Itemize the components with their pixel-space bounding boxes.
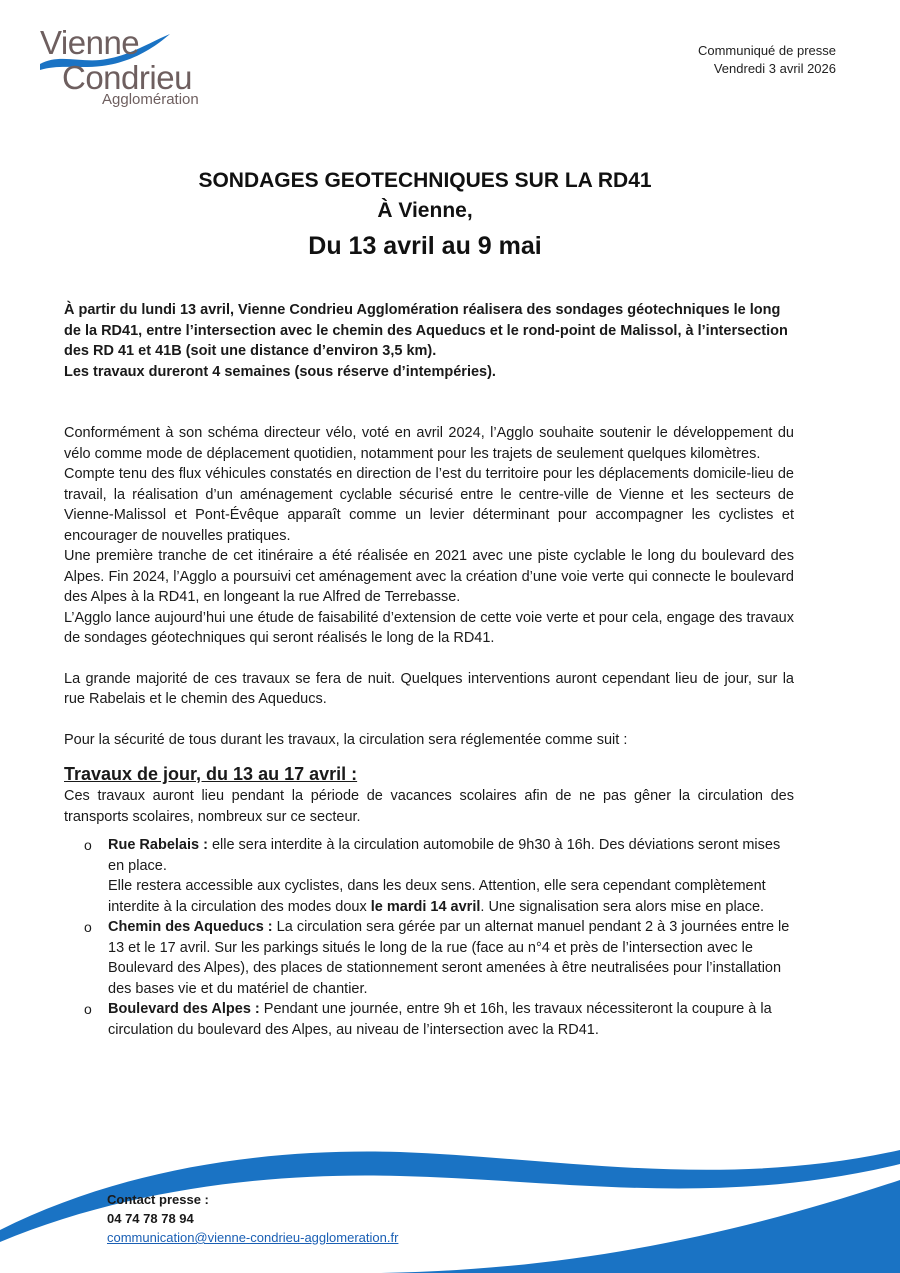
- section-intro: Ces travaux auront lieu pendant la période de vacances scolaires afin de ne pas gêner la circulation des transports scolaires, nombreux sur ce secteur.: [64, 788, 794, 825]
- contact-label: Contact presse :: [107, 1192, 209, 1207]
- item-extra-bold: le mardi 14 avril: [370, 898, 481, 915]
- item-label: Rue Rabelais :: [108, 837, 208, 853]
- list-item: [84, 835, 794, 917]
- title-line-3: Du 13 avril au 9 mai: [308, 232, 542, 260]
- press-label: Communiqué de presse: [697, 43, 836, 58]
- item-label: Chemin des Aqueducs :: [108, 919, 273, 935]
- bullet-icon: o: [84, 837, 92, 853]
- contact-phone[interactable]: 04 74 78 78 94: [107, 1211, 194, 1226]
- item-extra: Elle restera accessible aux cyclistes, dans les deux sens. Attention, elle sera cependant complètement interdite à la circulation des modes doux: [108, 878, 766, 915]
- title-line-2: À Vienne,: [377, 199, 473, 222]
- body-paragraph: La grande majorité de ces travaux se fera de nuit. Quelques interventions auront cependant lieu de jour, sur la rue Rabelais et le chemin des Aqueducs.: [64, 670, 794, 707]
- logo: [38, 20, 238, 112]
- press-header: [698, 42, 836, 78]
- logo-line-vienne: Vienne: [40, 24, 140, 61]
- list-item: [84, 999, 794, 1040]
- bullet-icon: o: [84, 1001, 92, 1017]
- item-extra-end: . Une signalisation sera alors mise en place.: [480, 898, 765, 915]
- item-text: La circulation sera gérée par un alternat manuel pendant 2 à 3 journées entre le 13 et le 17 avril. Sur les parkings situés le long de la rue (face au n°4 et près de l’intersection avec le Boulevard des Alpes), des places de stationnement seront amenées à être neutralisées pour l’installation des bases vie et du matériel de chantier.: [108, 919, 790, 997]
- lead-duration: Les travaux dureront 4 semaines (sous réserve d’intempéries).: [64, 363, 496, 380]
- item-text: Pendant une journée, entre 9h et 16h, les travaux nécessiteront la coupure à la circulation du boulevard des Alpes, au niveau de l’intersection avec la RD41.: [108, 1001, 772, 1038]
- title-line-1: SONDAGES GEOTECHNIQUES SUR LA RD41: [198, 169, 652, 192]
- press-date: Vendredi 3 avril 2026: [713, 61, 836, 76]
- contact-email-link[interactable]: communication@vienne-condrieu-agglomeration.fr: [107, 1230, 399, 1245]
- body-paragraph: Conformément à son schéma directeur vélo, voté en avril 2024, l’Agglo souhaite soutenir le développement du vélo comme mode de déplacement quotidien, notamment pour les trajets de seulement quelques kilomètres.: [64, 425, 794, 462]
- item-text: elle sera interdite à la circulation automobile de 9h30 à 16h. Des déviations seront mises en place.: [108, 837, 781, 874]
- contact-block: [107, 1190, 398, 1247]
- body-paragraph: L’Agglo lance aujourd’hui une étude de faisabilité d’extension de cette voie verte et pour cela, engage des travaux de sondages géotechniques qui seront réalisés le long de la RD41.: [64, 609, 794, 646]
- item-label: Boulevard des Alpes :: [108, 1001, 260, 1017]
- logo-line-agglomeration: Agglomération: [102, 91, 199, 108]
- bullet-icon: o: [84, 919, 92, 935]
- article-body: [64, 300, 794, 1040]
- body-paragraph: Pour la sécurité de tous durant les travaux, la circulation sera réglementée comme suit :: [64, 731, 628, 748]
- body-paragraph: Compte tenu des flux véhicules constatés en direction de l’est du territoire pour les déplacements domicile-lieu de travail, la réalisation d’un aménagement cyclable sécurisé entre le centre-ville de Vienne et les secteurs de Vienne-Malissol et Pont-Évêque apparaît comme un levier déterminant pour accompagner les cyclistes et encourager de nouvelles pratiques.: [64, 466, 794, 544]
- lead-paragraph: À partir du lundi 13 avril, Vienne Condrieu Agglomération réalisera des sondages géotechniques le long de la RD41, entre l’intersection avec le chemin des Aqueducs et le rond-point de Malissol, à l’intersection des RD 41 et 41B (soit une distance d’environ 3,5 km).: [64, 302, 788, 359]
- logo-line-condrieu: Condrieu: [62, 59, 192, 96]
- list-item: [84, 917, 794, 999]
- section-heading: Travaux de jour, du 13 au 17 avril :: [64, 764, 358, 784]
- body-paragraph: Une première tranche de cet itinéraire a été réalisée en 2021 avec une piste cyclable le long du boulevard des Alpes. Fin 2024, l’Agglo a poursuivi cet aménagement avec la création d’une voie verte qui connecte le boulevard des Alpes à la RD41, en longeant la rue Alfred de Terrebasse.: [64, 548, 794, 605]
- page-title: [0, 166, 850, 266]
- traffic-list: [64, 835, 794, 1040]
